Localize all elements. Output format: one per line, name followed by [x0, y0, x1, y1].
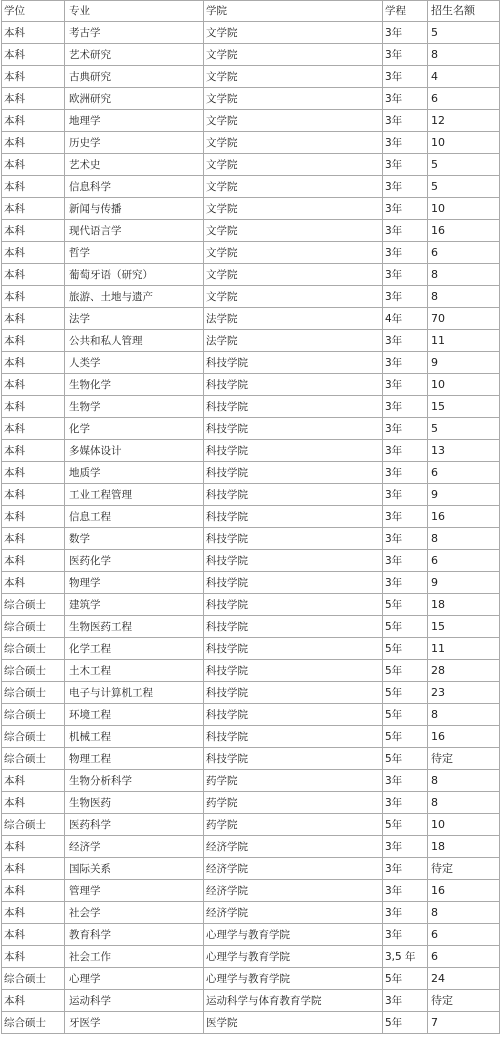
college-cell: 科技学院: [204, 726, 383, 748]
table-row: [2, 22, 500, 44]
table-row: [2, 1012, 500, 1034]
college-cell: 文学院: [204, 176, 383, 198]
major-cell: 欧洲研究: [65, 88, 204, 110]
college-cell: 科技学院: [204, 638, 383, 660]
major-cell: 新闻与传播: [65, 198, 204, 220]
major-cell: 医药科学: [65, 814, 204, 836]
quota-cell: 4: [428, 66, 500, 88]
degree-cell: 本科: [2, 220, 65, 242]
header-college: 学院: [204, 1, 383, 22]
degree-cell: 本科: [2, 572, 65, 594]
major-cell: 环境工程: [65, 704, 204, 726]
degree-cell: 本科: [2, 946, 65, 968]
degree-cell: 本科: [2, 462, 65, 484]
table-row: [2, 176, 500, 198]
table-row: [2, 770, 500, 792]
degree-cell: 本科: [2, 484, 65, 506]
quota-cell: 6: [428, 242, 500, 264]
college-cell: 科技学院: [204, 704, 383, 726]
quota-cell: 待定: [428, 748, 500, 770]
major-cell: 管理学: [65, 880, 204, 902]
years-cell: 3年: [383, 352, 428, 374]
college-cell: 文学院: [204, 286, 383, 308]
table-row: [2, 88, 500, 110]
quota-cell: 70: [428, 308, 500, 330]
degree-cell: 本科: [2, 528, 65, 550]
years-cell: 3年: [383, 880, 428, 902]
table-row: [2, 924, 500, 946]
years-cell: 3,5 年: [383, 946, 428, 968]
degree-cell: 本科: [2, 374, 65, 396]
table-row: [2, 968, 500, 990]
years-cell: 3年: [383, 770, 428, 792]
degree-cell: 本科: [2, 506, 65, 528]
major-cell: 地理学: [65, 110, 204, 132]
college-cell: 药学院: [204, 770, 383, 792]
degree-cell: 本科: [2, 132, 65, 154]
years-cell: 3年: [383, 484, 428, 506]
major-cell: 土木工程: [65, 660, 204, 682]
table-body: [2, 22, 500, 1034]
quota-cell: 8: [428, 44, 500, 66]
years-cell: 5年: [383, 748, 428, 770]
years-cell: 3年: [383, 44, 428, 66]
college-cell: 文学院: [204, 132, 383, 154]
quota-cell: 待定: [428, 858, 500, 880]
major-cell: 运动科学: [65, 990, 204, 1012]
college-cell: 心理学与教育学院: [204, 968, 383, 990]
degree-cell: 本科: [2, 880, 65, 902]
years-cell: 3年: [383, 462, 428, 484]
degree-cell: 本科: [2, 858, 65, 880]
quota-cell: 11: [428, 330, 500, 352]
major-cell: 人类学: [65, 352, 204, 374]
table-row: [2, 264, 500, 286]
degree-cell: 本科: [2, 352, 65, 374]
years-cell: 4年: [383, 308, 428, 330]
major-cell: 医药化学: [65, 550, 204, 572]
header-quota: 招生名额: [428, 1, 500, 22]
college-cell: 医学院: [204, 1012, 383, 1034]
degree-cell: 综合硕士: [2, 660, 65, 682]
table-row: [2, 506, 500, 528]
college-cell: 经济学院: [204, 880, 383, 902]
major-cell: 旅游、土地与遗产: [65, 286, 204, 308]
college-cell: 经济学院: [204, 858, 383, 880]
table-row: [2, 836, 500, 858]
quota-cell: 12: [428, 110, 500, 132]
college-cell: 法学院: [204, 308, 383, 330]
quota-cell: 16: [428, 506, 500, 528]
major-cell: 数学: [65, 528, 204, 550]
table-row: [2, 396, 500, 418]
table-row: [2, 682, 500, 704]
years-cell: 3年: [383, 88, 428, 110]
quota-cell: 6: [428, 462, 500, 484]
years-cell: 5年: [383, 726, 428, 748]
major-cell: 现代语言学: [65, 220, 204, 242]
years-cell: 3年: [383, 286, 428, 308]
degree-cell: 综合硕士: [2, 704, 65, 726]
major-cell: 生物化学: [65, 374, 204, 396]
degree-cell: 本科: [2, 792, 65, 814]
table-row: [2, 242, 500, 264]
table-row: [2, 946, 500, 968]
years-cell: 3年: [383, 154, 428, 176]
degree-cell: 本科: [2, 286, 65, 308]
table-row: [2, 704, 500, 726]
years-cell: 5年: [383, 1012, 428, 1034]
degree-cell: 本科: [2, 22, 65, 44]
college-cell: 运动科学与体育教育学院: [204, 990, 383, 1012]
quota-cell: 6: [428, 924, 500, 946]
years-cell: 5年: [383, 682, 428, 704]
quota-cell: 9: [428, 484, 500, 506]
major-cell: 建筑学: [65, 594, 204, 616]
header-major: 专业: [65, 1, 204, 22]
college-cell: 经济学院: [204, 902, 383, 924]
years-cell: 3年: [383, 176, 428, 198]
quota-cell: 28: [428, 660, 500, 682]
major-cell: 艺术史: [65, 154, 204, 176]
college-cell: 科技学院: [204, 462, 383, 484]
table-row: [2, 352, 500, 374]
major-cell: 化学: [65, 418, 204, 440]
quota-cell: 23: [428, 682, 500, 704]
table-row: [2, 198, 500, 220]
quota-cell: 16: [428, 726, 500, 748]
years-cell: 3年: [383, 506, 428, 528]
table-row: [2, 726, 500, 748]
major-cell: 生物医药: [65, 792, 204, 814]
college-cell: 药学院: [204, 814, 383, 836]
major-cell: 历史学: [65, 132, 204, 154]
degree-cell: 本科: [2, 264, 65, 286]
degree-cell: 本科: [2, 330, 65, 352]
quota-cell: 24: [428, 968, 500, 990]
quota-cell: 6: [428, 946, 500, 968]
college-cell: 文学院: [204, 264, 383, 286]
table-row: [2, 814, 500, 836]
table-row: [2, 220, 500, 242]
years-cell: 5年: [383, 704, 428, 726]
quota-cell: 10: [428, 374, 500, 396]
major-cell: 生物分析科学: [65, 770, 204, 792]
college-cell: 文学院: [204, 198, 383, 220]
college-cell: 科技学院: [204, 352, 383, 374]
table-row: [2, 132, 500, 154]
table-row: [2, 572, 500, 594]
table-row: [2, 440, 500, 462]
degree-cell: 综合硕士: [2, 726, 65, 748]
degree-cell: 综合硕士: [2, 638, 65, 660]
major-cell: 国际关系: [65, 858, 204, 880]
college-cell: 文学院: [204, 44, 383, 66]
table-row: [2, 902, 500, 924]
table-row: [2, 154, 500, 176]
college-cell: 科技学院: [204, 528, 383, 550]
years-cell: 3年: [383, 396, 428, 418]
quota-cell: 5: [428, 154, 500, 176]
major-cell: 考古学: [65, 22, 204, 44]
table-row: [2, 66, 500, 88]
quota-cell: 9: [428, 572, 500, 594]
degree-cell: 本科: [2, 550, 65, 572]
table-row: [2, 616, 500, 638]
degree-cell: 本科: [2, 396, 65, 418]
major-cell: 地质学: [65, 462, 204, 484]
major-cell: 物理学: [65, 572, 204, 594]
table-row: [2, 858, 500, 880]
college-cell: 文学院: [204, 110, 383, 132]
years-cell: 3年: [383, 836, 428, 858]
college-cell: 科技学院: [204, 550, 383, 572]
table-row: [2, 792, 500, 814]
college-cell: 文学院: [204, 66, 383, 88]
college-cell: 科技学院: [204, 418, 383, 440]
degree-cell: 综合硕士: [2, 1012, 65, 1034]
major-cell: 社会工作: [65, 946, 204, 968]
college-cell: 经济学院: [204, 836, 383, 858]
degree-cell: 本科: [2, 308, 65, 330]
years-cell: 3年: [383, 990, 428, 1012]
table-row: [2, 660, 500, 682]
major-cell: 公共和私人管理: [65, 330, 204, 352]
degree-cell: 本科: [2, 242, 65, 264]
quota-cell: 6: [428, 550, 500, 572]
quota-cell: 8: [428, 704, 500, 726]
major-cell: 机械工程: [65, 726, 204, 748]
major-cell: 教育科学: [65, 924, 204, 946]
table-row: [2, 462, 500, 484]
years-cell: 3年: [383, 374, 428, 396]
college-cell: 法学院: [204, 330, 383, 352]
college-cell: 文学院: [204, 154, 383, 176]
degree-cell: 综合硕士: [2, 748, 65, 770]
degree-cell: 综合硕士: [2, 616, 65, 638]
table-row: [2, 528, 500, 550]
table-row: [2, 550, 500, 572]
quota-cell: 待定: [428, 990, 500, 1012]
college-cell: 文学院: [204, 22, 383, 44]
college-cell: 科技学院: [204, 748, 383, 770]
degree-cell: 本科: [2, 110, 65, 132]
quota-cell: 15: [428, 396, 500, 418]
years-cell: 3年: [383, 66, 428, 88]
degree-cell: 本科: [2, 154, 65, 176]
degree-cell: 本科: [2, 902, 65, 924]
college-cell: 科技学院: [204, 396, 383, 418]
table-row: [2, 638, 500, 660]
degree-cell: 本科: [2, 176, 65, 198]
major-cell: 牙医学: [65, 1012, 204, 1034]
degree-cell: 本科: [2, 44, 65, 66]
years-cell: 5年: [383, 814, 428, 836]
quota-cell: 18: [428, 836, 500, 858]
table-row: [2, 880, 500, 902]
quota-cell: 8: [428, 770, 500, 792]
table-row: [2, 484, 500, 506]
years-cell: 3年: [383, 572, 428, 594]
degree-cell: 本科: [2, 924, 65, 946]
years-cell: 3年: [383, 858, 428, 880]
years-cell: 5年: [383, 616, 428, 638]
college-cell: 科技学院: [204, 506, 383, 528]
quota-cell: 10: [428, 198, 500, 220]
quota-cell: 16: [428, 880, 500, 902]
years-cell: 3年: [383, 220, 428, 242]
table-row: [2, 594, 500, 616]
header-years: 学程: [383, 1, 428, 22]
major-cell: 化学工程: [65, 638, 204, 660]
degree-cell: 综合硕士: [2, 594, 65, 616]
college-cell: 药学院: [204, 792, 383, 814]
college-cell: 文学院: [204, 242, 383, 264]
years-cell: 5年: [383, 594, 428, 616]
degree-cell: 本科: [2, 88, 65, 110]
college-cell: 科技学院: [204, 374, 383, 396]
years-cell: 3年: [383, 22, 428, 44]
table-row: [2, 286, 500, 308]
major-cell: 信息科学: [65, 176, 204, 198]
major-cell: 心理学: [65, 968, 204, 990]
major-cell: 社会学: [65, 902, 204, 924]
years-cell: 3年: [383, 418, 428, 440]
major-cell: 艺术研究: [65, 44, 204, 66]
degree-cell: 本科: [2, 836, 65, 858]
years-cell: 5年: [383, 638, 428, 660]
years-cell: 3年: [383, 440, 428, 462]
college-cell: 科技学院: [204, 572, 383, 594]
admissions-table: [1, 0, 500, 1034]
college-cell: 心理学与教育学院: [204, 924, 383, 946]
major-cell: 多媒体设计: [65, 440, 204, 462]
quota-cell: 8: [428, 528, 500, 550]
major-cell: 法学: [65, 308, 204, 330]
major-cell: 古典研究: [65, 66, 204, 88]
quota-cell: 8: [428, 264, 500, 286]
quota-cell: 11: [428, 638, 500, 660]
quota-cell: 6: [428, 88, 500, 110]
table-row: [2, 308, 500, 330]
major-cell: 经济学: [65, 836, 204, 858]
quota-cell: 9: [428, 352, 500, 374]
college-cell: 科技学院: [204, 682, 383, 704]
college-cell: 文学院: [204, 88, 383, 110]
years-cell: 3年: [383, 902, 428, 924]
degree-cell: 本科: [2, 198, 65, 220]
table-row: [2, 330, 500, 352]
degree-cell: 本科: [2, 770, 65, 792]
years-cell: 5年: [383, 660, 428, 682]
years-cell: 3年: [383, 924, 428, 946]
major-cell: 生物医药工程: [65, 616, 204, 638]
table-row: [2, 110, 500, 132]
table-row: [2, 748, 500, 770]
degree-cell: 本科: [2, 66, 65, 88]
college-cell: 文学院: [204, 220, 383, 242]
college-cell: 科技学院: [204, 660, 383, 682]
degree-cell: 本科: [2, 990, 65, 1012]
college-cell: 科技学院: [204, 484, 383, 506]
major-cell: 物理工程: [65, 748, 204, 770]
quota-cell: 15: [428, 616, 500, 638]
years-cell: 3年: [383, 264, 428, 286]
years-cell: 3年: [383, 110, 428, 132]
quota-cell: 8: [428, 902, 500, 924]
table-row: [2, 374, 500, 396]
years-cell: 3年: [383, 132, 428, 154]
quota-cell: 7: [428, 1012, 500, 1034]
college-cell: 科技学院: [204, 616, 383, 638]
years-cell: 3年: [383, 528, 428, 550]
college-cell: 科技学院: [204, 594, 383, 616]
quota-cell: 10: [428, 132, 500, 154]
table-row: [2, 44, 500, 66]
years-cell: 3年: [383, 792, 428, 814]
header-degree: 学位: [2, 1, 65, 22]
quota-cell: 13: [428, 440, 500, 462]
major-cell: 葡萄牙语（研究）: [65, 264, 204, 286]
table-header-row: [2, 1, 500, 22]
degree-cell: 综合硕士: [2, 814, 65, 836]
major-cell: 电子与计算机工程: [65, 682, 204, 704]
college-cell: 心理学与教育学院: [204, 946, 383, 968]
quota-cell: 5: [428, 418, 500, 440]
major-cell: 生物学: [65, 396, 204, 418]
quota-cell: 8: [428, 792, 500, 814]
major-cell: 工业工程管理: [65, 484, 204, 506]
years-cell: 3年: [383, 550, 428, 572]
quota-cell: 5: [428, 22, 500, 44]
years-cell: 3年: [383, 242, 428, 264]
table-row: [2, 418, 500, 440]
major-cell: 哲学: [65, 242, 204, 264]
quota-cell: 8: [428, 286, 500, 308]
degree-cell: 本科: [2, 440, 65, 462]
degree-cell: 综合硕士: [2, 968, 65, 990]
years-cell: 3年: [383, 330, 428, 352]
college-cell: 科技学院: [204, 440, 383, 462]
degree-cell: 本科: [2, 418, 65, 440]
degree-cell: 综合硕士: [2, 682, 65, 704]
quota-cell: 10: [428, 814, 500, 836]
quota-cell: 18: [428, 594, 500, 616]
major-cell: 信息工程: [65, 506, 204, 528]
quota-cell: 16: [428, 220, 500, 242]
years-cell: 3年: [383, 198, 428, 220]
years-cell: 5年: [383, 968, 428, 990]
table-row: [2, 990, 500, 1012]
quota-cell: 5: [428, 176, 500, 198]
